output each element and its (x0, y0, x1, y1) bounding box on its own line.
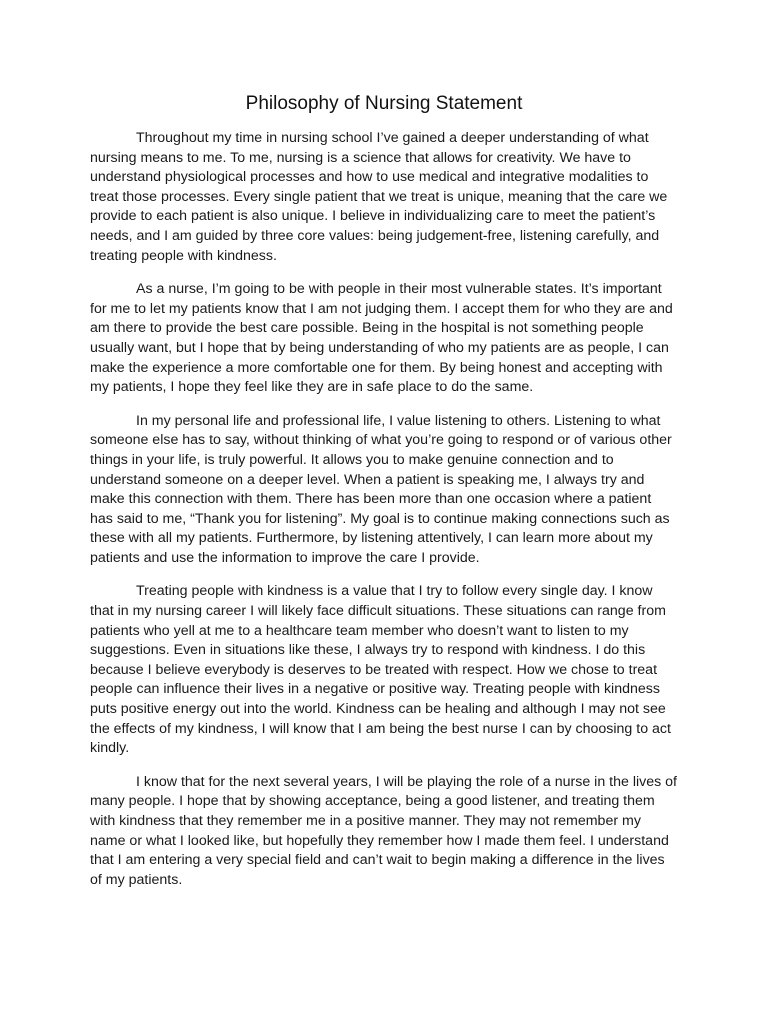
paragraph-kindness: Treating people with kindness is a value that I try to follow every single day. I know that in my nursing career I will likely face difficult situations. These situations can range from patients who yell at me to a healthcare team member who doesn’t want to listen to my suggestions. Even in situations like these, I always try to respond with kindness. I do this because I believe everybody is deserves to be treated with respect. How we chose to treat people can influence their lives in a negative or positive way. Treating people with kindness puts positive energy out into the world. Kindness can be healing and although I may not see the effects of my kindness, I will know that I am being the best nurse I can by choosing to act kindly. (90, 583, 671, 757)
paragraph-intro: Throughout my time in nursing school I’ve gained a deeper understanding of what nursing means to me. To me, nursing is a science that allows for creativity. We have to understand physiological processes and how to use medical and integrative modalities to treat those processes. Every single patient that we treat is unique, meaning that the care we provide to each patient is also unique. I believe in individualizing care to meet the patient’s needs, and I am guided by three core values: being judgement-free, listening carefully, and treating people with kindness. (90, 130, 668, 264)
paragraph-judgement-free: As a nurse, I’m going to be with people in their most vulnerable states. It’s important for me to let my patients know that I am not judging them. I accept them for who they are and am there to provide the best care possible. Being in the hospital is not something people usually want, but I hope that by being understanding of who my patients are as people, I can make the experience a more comfortable one for them. By being honest and accepting with my patients, I hope they feel like they are in safe place to do the same. (90, 281, 673, 396)
document-body (90, 129, 678, 904)
paragraph-conclusion: I know that for the next several years, I will be playing the role of a nurse in the lives of many people. I hope that by showing acceptance, being a good listener, and treating them with kindness that they remember me in a positive manner. They may not remember my name or what I looked like, but hopefully they remember how I made them feel. I understand that I am entering a very special field and can’t wait to begin making a difference in the lives of my patients. (90, 773, 677, 888)
document-title: Philosophy of Nursing Statement (245, 93, 523, 114)
paragraph-listening: In my personal life and professional life, I value listening to others. Listening to what someone else has to say, without thinking of what you’re going to respond or of various other things in your life, is truly powerful. It allows you to make genuine connection and to understand someone on a deeper level. When a patient is speaking me, I always try and make this connection with them. There has been more than one occasion where a patient has said to me, “Thank you for listening”. My goal is to continue making connections such as these with all my patients. Furthermore, by listening attentively, I can learn more about my patients and use the information to improve the care I provide. (90, 412, 672, 566)
